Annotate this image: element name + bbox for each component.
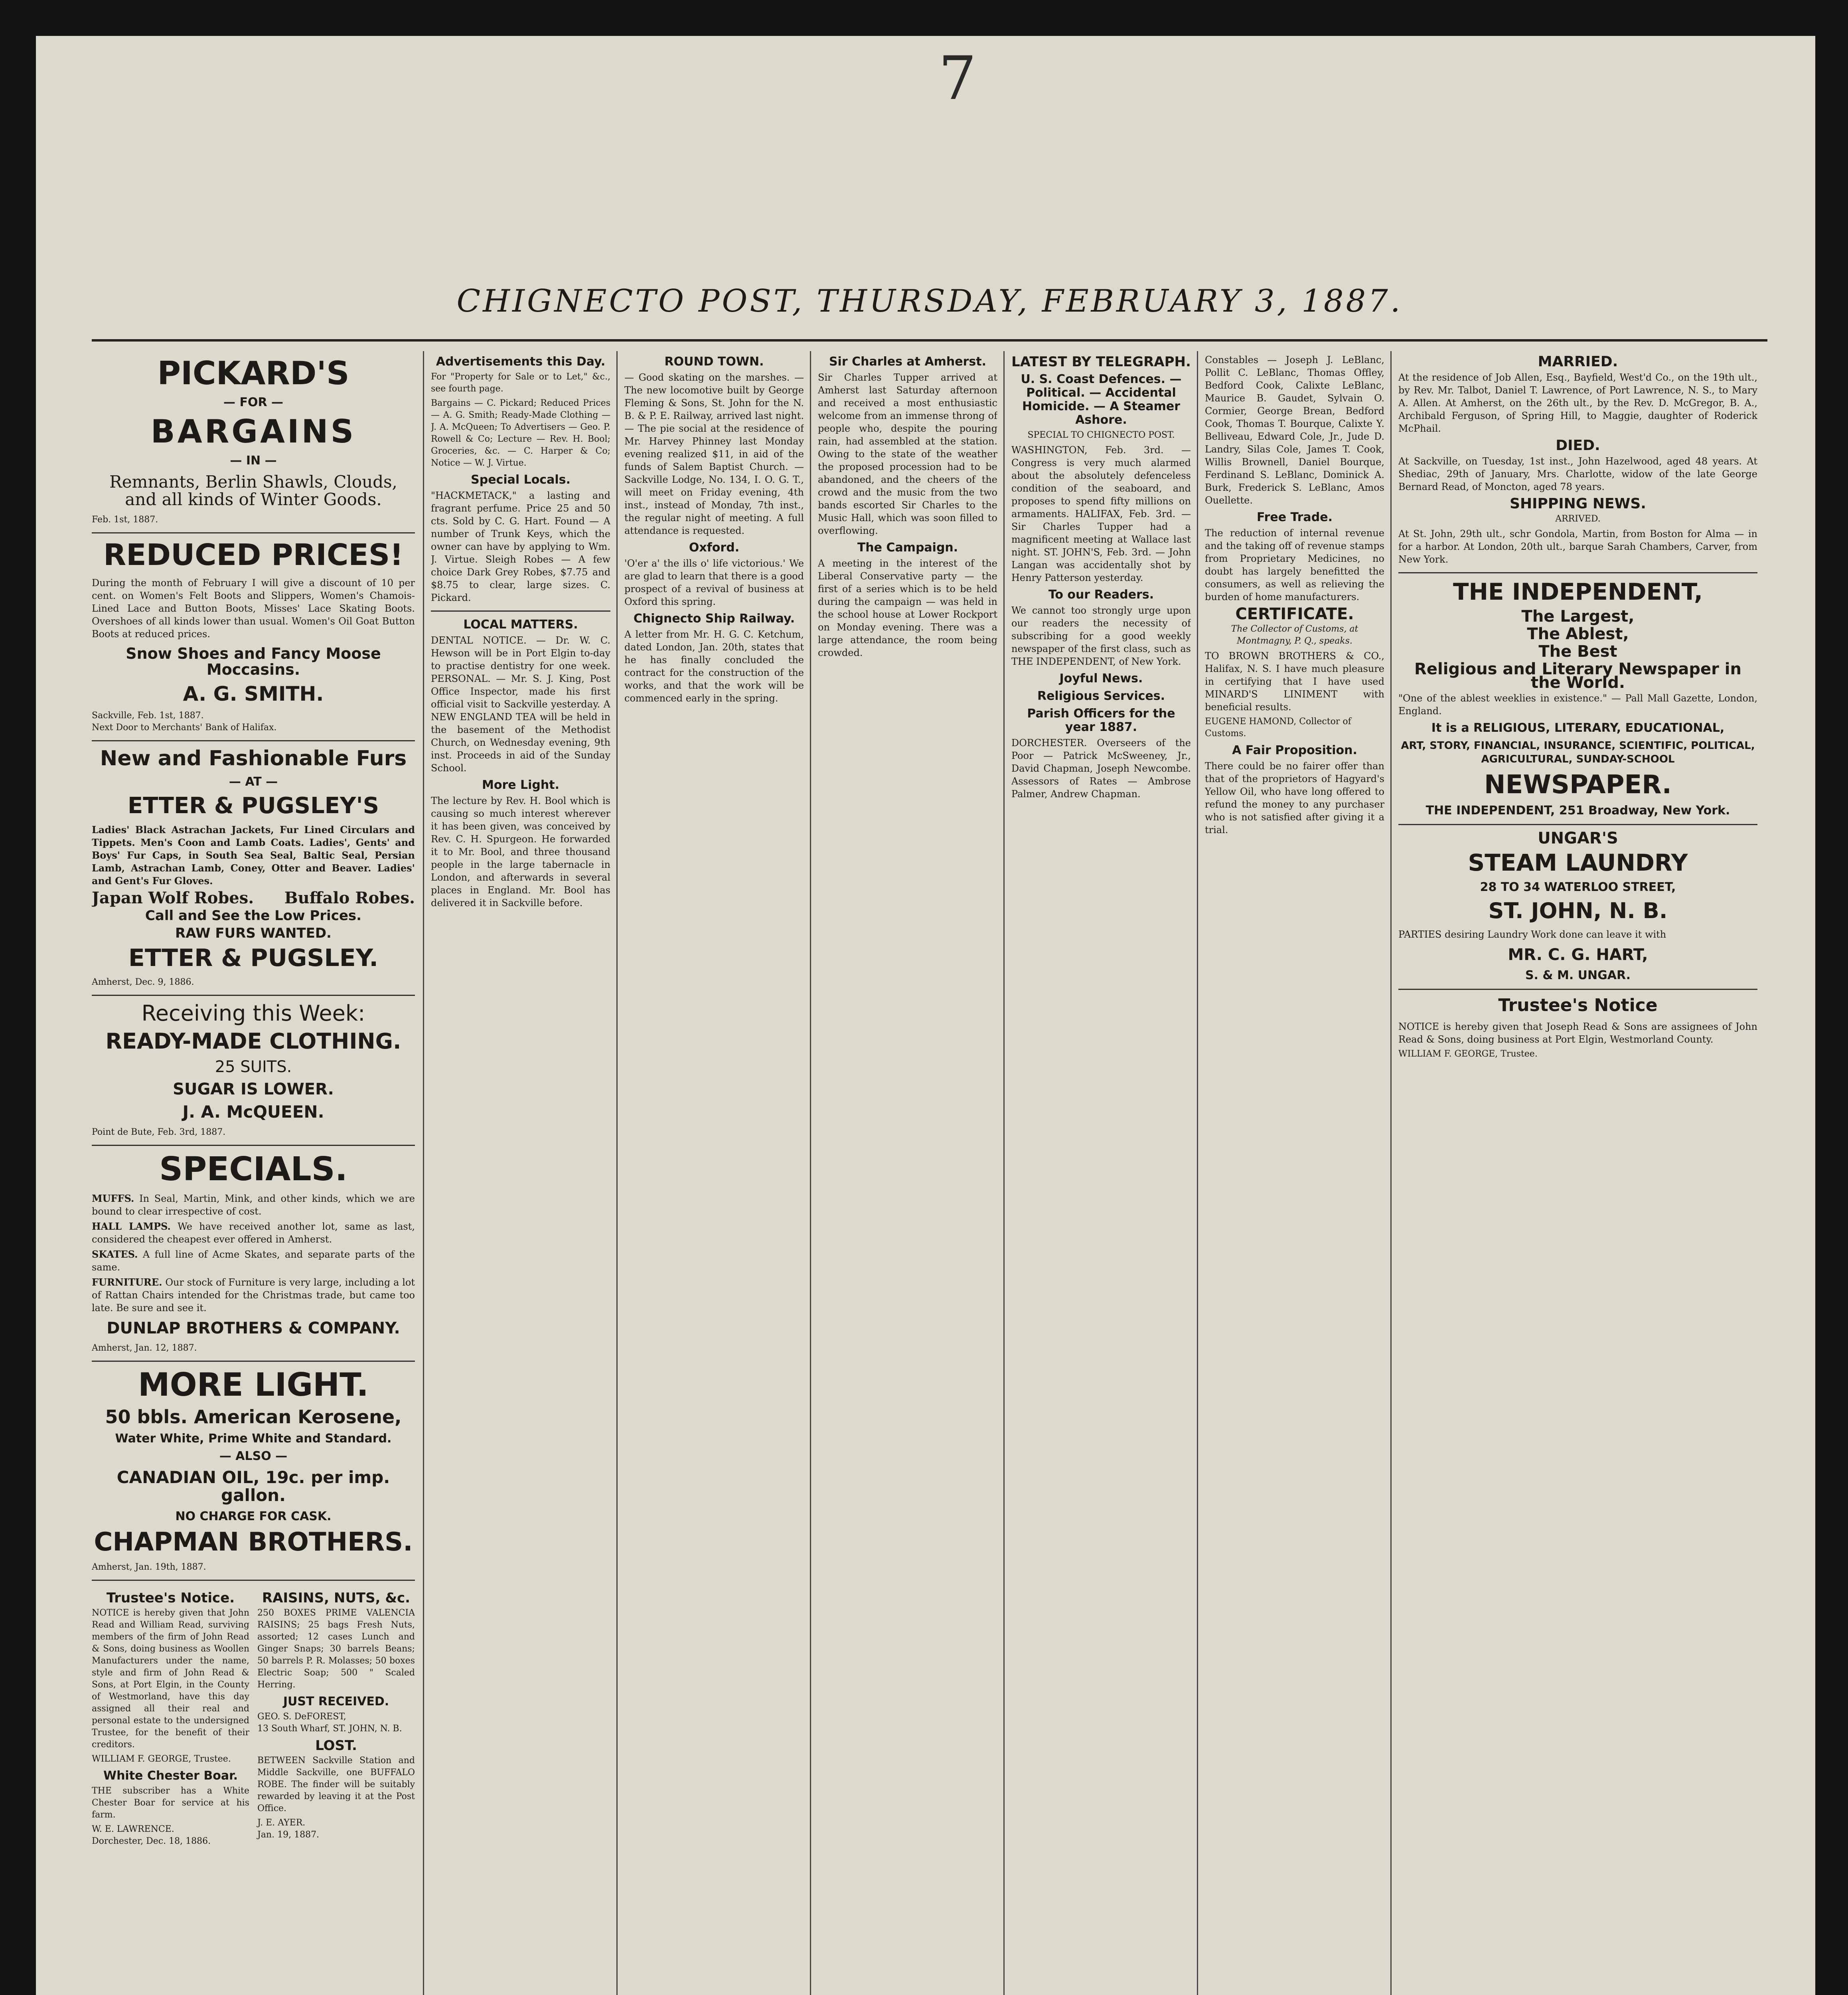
oxford-title: Oxford. — [689, 541, 740, 555]
readers-body: We cannot too strongly urge upon our readers the necessity of subscribing for a good weekly newspaper of the first class, such as THE INDEPENDENT, of New York. — [1011, 605, 1191, 667]
snowshoes-title: Snow Shoes and Fancy Moose Moccasins. — [126, 644, 381, 678]
lost-date: Jan. 19, 1887. — [257, 1829, 320, 1840]
column-4 — [818, 351, 997, 1995]
special-locals-title: Special Locals. — [471, 473, 571, 487]
buffalo-robes: Buffalo Robes. — [284, 888, 415, 907]
chapman-name: CHAPMAN BROTHERS. — [94, 1527, 413, 1557]
telegraph-title: LATEST BY TELEGRAPH. — [1011, 354, 1191, 370]
raisins-body: 250 BOXES PRIME VALENCIA RAISINS; 25 bags Fresh Nuts, assorted; 12 cases Lunch and Ginger Snaps; 30 barrels Beans; 50 barrels P. R. Molasses; 50 boxes Electric Soap; 500 " Scaled Herring. — [257, 1608, 415, 1690]
raisins-ad — [257, 1587, 415, 1847]
lost-body: BETWEEN Sackville Station and Middle Sackville, one BUFFALO ROBE. The finder will be suitably rewarded by leaving it at the Post Office. — [257, 1755, 415, 1813]
furs-title: New and Fashionable Furs — [100, 747, 407, 771]
pickard-bargains: BARGAINS — [150, 413, 356, 450]
joyful-news-title: Joyful News. — [1059, 672, 1143, 685]
divider — [92, 1361, 415, 1362]
dunlap-name: DUNLAP BROTHERS & COMPANY. — [107, 1319, 400, 1338]
campaign-title: The Campaign. — [857, 541, 958, 555]
married-title: MARRIED. — [1538, 354, 1618, 370]
trustee-ad — [92, 1587, 249, 1847]
robes-row — [92, 888, 415, 907]
skates-entry — [92, 1248, 415, 1274]
japan-wolf-robes: Japan Wolf Robes. — [92, 888, 254, 907]
independent-tagline: Religious and Literary Newspaper in the World. — [1414, 660, 1741, 692]
pickard-title: PICKARD'S — [157, 355, 349, 392]
trustee-signature: WILLIAM F. GEORGE, Trustee. — [92, 1754, 231, 1764]
divider — [431, 610, 610, 612]
raisins-just-received: JUST RECEIVED. — [283, 1694, 389, 1709]
mcqueen-date: Point de Bute, Feb. 3rd, 1887. — [92, 1127, 226, 1138]
lamps-label: HALL LAMPS. — [92, 1221, 171, 1233]
raw-furs: RAW FURS WANTED. — [175, 925, 332, 941]
independent-newspaper: NEWSPAPER. — [1484, 770, 1672, 800]
receiving-title: Receiving this Week: — [141, 1000, 365, 1026]
shipping-arrived: ARRIVED. — [1555, 514, 1601, 524]
more-light-article-body: The lecture by Rev. H. Bool which is causing so much interest wherever it has been given, was conceived by Rev. C. H. Spurgeon. He forwarded it to Mr. Bool, and three thousand people in the large tabernacle in London, and afterwards in several places in England. Mr. Bool has delivered it in Sackville before. — [431, 795, 610, 909]
advertisements-note: For "Property for Sale or to Let," &c., see fourth page. — [431, 372, 610, 394]
certificate-subtitle: The Collector of Customs, at Montmagny, P. Q., speaks. — [1231, 624, 1358, 646]
column-2 — [431, 351, 610, 1995]
muffs-entry — [92, 1192, 415, 1218]
divider — [1398, 989, 1757, 990]
muffs-text: In Seal, Martin, Mink, and other kinds, which we are bound to clear irrespective of cost. — [92, 1193, 415, 1217]
laundry-city: ST. JOHN, N. B. — [1488, 898, 1668, 923]
divider — [1398, 824, 1757, 825]
muffs-label: MUFFS. — [92, 1193, 134, 1205]
certificate-title: CERTIFICATE. — [1235, 605, 1354, 623]
oxford-body: 'O'er a' the ills o' life victorious.' We are glad to learn that there is a good prospect of a revival of business at Oxford this spring. — [624, 558, 804, 607]
etter-pugsley-sig: ETTER & PUGSLEY. — [128, 944, 379, 972]
more-light-article-title: More Light. — [482, 778, 560, 792]
independent-address: THE INDEPENDENT, 251 Broadway, New York. — [1425, 804, 1730, 818]
chapman-date: Amherst, Jan. 19th, 1887. — [92, 1562, 206, 1572]
deforest-name: GEO. S. DeFOREST, — [257, 1711, 346, 1722]
fair-proposition-body: There could be no fairer offer than that of the proprietors of Hagyard's Yellow Oil, who have long offered to refund the money to any purchaser who is not satisfied after giving it a trial. — [1205, 760, 1384, 836]
raisins-title: RAISINS, NUTS, &c. — [262, 1590, 411, 1606]
advertisements-title: Advertisements this Day. — [436, 355, 606, 369]
free-trade-body: The reduction of internal revenue and the taking off of revenue stamps from Proprietary Medicines, no doubt has largely benefitted the consumers, as well as relieving the burden of home manufacturers. — [1205, 527, 1384, 602]
independent-categories: ART, STORY, FINANCIAL, INSURANCE, SCIENTIFIC, POLITICAL, AGRICULTURAL, SUNDAY-SCHOOL — [1401, 739, 1755, 765]
divider — [92, 532, 415, 533]
no-charge-line: NO CHARGE FOR CASK. — [175, 1509, 332, 1523]
special-locals-body: "HACKMETACK," a lasting and fragrant perfume. Price 25 and 50 cts. Sold by C. G. Hart. Found — A number of Trunk Keys, which the owner can have by applying to Wm. J. Virtue. Sleigh Robes — A few choice Dark Grey Robes, $7.75 and $8.75 to clear, large sizes. C. Pickard. — [431, 490, 610, 603]
furs-call: Call and See the Low Prices. — [145, 907, 362, 924]
pickard-in: — IN — — [230, 454, 277, 468]
smith-address: Next Door to Merchants' Bank of Halifax. — [92, 723, 277, 733]
dunlap-date: Amherst, Jan. 12, 1887. — [92, 1343, 197, 1353]
independent-title: THE INDEPENDENT, — [1453, 578, 1703, 605]
trustee-notice-title: Trustee's Notice — [1498, 995, 1658, 1015]
parish-officers-body: DORCHESTER. Overseers of the Poor — Patrick McSweeney, Jr., David Chapman, Joseph Newcombe. Assessors of Rates — Ambrose Palmer, Andrew Chapman. — [1011, 737, 1191, 800]
pickard-date: Feb. 1st, 1887. — [92, 515, 158, 525]
telegraph-subtitle: U. S. Coast Defences. — Political. — Accidental Homicide. — A Steamer Ashore. — [1021, 372, 1182, 427]
column-rule — [1390, 351, 1392, 1995]
divider — [92, 740, 415, 741]
certificate-signature: EUGENE HAMOND, Collector of Customs. — [1205, 717, 1351, 739]
religious-services-title: Religious Services. — [1037, 689, 1165, 703]
skates-text: A full line of Acme Skates, and separate parts of the same. — [92, 1249, 415, 1273]
column-rule — [810, 351, 811, 1995]
deforest-address: 13 South Wharf, ST. JOHN, N. B. — [257, 1723, 402, 1734]
died-body: At Sackville, on Tuesday, 1st inst., John Hazelwood, aged 48 years. At Shediac, 29th of January, Mrs. Charlotte, widow of the late George Bernard Read, of Moncton, aged 78 years. — [1398, 456, 1757, 492]
canadian-oil-line: CANADIAN OIL, 19c. per imp. gallon. — [116, 1468, 390, 1505]
boar-signature: W. E. LAWRENCE. — [92, 1824, 174, 1834]
etter-pugsley-title: ETTER & PUGSLEY'S — [128, 792, 379, 819]
laundry-agent: MR. C. G. HART, — [1508, 945, 1648, 964]
kerosene-also: — ALSO — — [219, 1449, 288, 1464]
furs-body: Ladies' Black Astrachan Jackets, Fur Lined Circulars and Tippets. Men's Coon and Lamb Coats. Ladies', Gents' and Boys' Fur Caps, in South Sea Seal, Baltic Seal, Persian Lamb, Astrachan Lamb, Coney, Otter and Beaver. Ladies' and Gent's Fur Gloves. — [92, 824, 415, 887]
masthead-rule — [92, 339, 1767, 342]
column-rule — [1003, 351, 1005, 1995]
laundry-body: PARTIES desiring Laundry Work done can leave it with — [1398, 928, 1666, 940]
kerosene-line: 50 bbls. American Kerosene, — [105, 1406, 402, 1428]
column-rule — [423, 351, 424, 1995]
specials-title: SPECIALS. — [159, 1150, 347, 1189]
newspaper-page — [36, 36, 1815, 1995]
furniture-label: FURNITURE. — [92, 1276, 162, 1288]
independent-quote: "One of the ablest weeklies in existence." — Pall Mall Gazette, London, England. — [1398, 692, 1757, 717]
independent-ablest: The Ablest, — [1527, 624, 1629, 643]
furs-date: Amherst, Dec. 9, 1886. — [92, 977, 194, 987]
sir-charles-title: Sir Charles at Amherst. — [829, 355, 987, 369]
column-rule — [1197, 351, 1198, 1995]
furniture-text: Our stock of Furniture is very large, including a lot of Rattan Chairs intended for the Christmas trade, but came too late. Be sure and see it. — [92, 1277, 415, 1314]
laundry-address: 28 TO 34 WATERLOO STREET, — [1480, 880, 1676, 894]
lamps-text: We have received another lot, same as last, considered the cheapest ever offered in Amherst. — [92, 1221, 415, 1245]
kerosene-grades: Water White, Prime White and Standard. — [115, 1432, 392, 1446]
column-ads — [92, 351, 415, 1995]
column-6 — [1205, 351, 1384, 1995]
sugar-line: SUGAR IS LOWER. — [173, 1080, 334, 1098]
trustee-notice-signature: WILLIAM F. GEORGE, Trustee. — [1398, 1049, 1538, 1059]
boar-date: Dorchester, Dec. 18, 1886. — [92, 1836, 211, 1846]
column-5 — [1011, 351, 1191, 1995]
independent-religious: It is a RELIGIOUS, LITERARY, EDUCATIONAL, — [1431, 721, 1725, 735]
married-body: At the residence of Job Allen, Esq., Bayfield, West'd Co., on the 19th ult., by Rev. Mr. Talbot, Daniel T. Lawrence, of Port Lawrence, N. S., to Mary A. Allen. At Amherst, on the 26th ult., by the Rev. D. McGregor, B. A., Archibald Ferguson, of Spring Hill, to Maggie, daughter of Roderick McPhail. — [1398, 372, 1757, 434]
independent-largest: The Largest, — [1521, 607, 1635, 626]
certificate-body: TO BROWN BROTHERS & CO., Halifax, N. S. I have much pleasure in certifying that I have used MINARD'S LINIMENT with beneficial results. — [1205, 650, 1384, 713]
skates-label: SKATES. — [92, 1248, 138, 1260]
trustee-body: NOTICE is hereby given that John Read and William Read, surviving members of the firm of John Read & Sons, doing business as Woollen Manufacturers under the name, style and firm of John Read & Sons, at Port Elgin, in the County of Westmorland, have this day assigned all their real and personal estate to the undersigned Trustee, for the benefit of their creditors. — [92, 1608, 249, 1750]
died-title: DIED. — [1556, 437, 1600, 454]
smith-date: Sackville, Feb. 1st, 1887. — [92, 711, 204, 721]
parish-officers-title: Parish Officers for the year 1887. — [1027, 707, 1175, 734]
page-folio: 7 — [938, 44, 977, 113]
campaign-body: A meeting in the interest of the Liberal Conservative party — the first of a series which is to be held during the campaign — was held in the school house at Lower Rockport on Monday evening. There was a large attendance, the room being crowded. — [818, 558, 997, 658]
round-town-body: — Good skating on the marshes. — The new locomotive built by George Fleming & Sons, St. John for the N. B. & P. E. Railway, arrived last night. — The pie social at the residence of Mr. Harvey Phinney last Monday evening realized $11, in aid of the funds of Salem Baptist Church. — Sackville Lodge, No. 134, I. O. G. T., will meet on Friday evening, 4th inst., instead of Monday, 7th inst., the regular night of meeting. A full attendance is requested. — [624, 372, 804, 536]
shipping-news-title: SHIPPING NEWS. — [1510, 496, 1646, 512]
divider — [1398, 572, 1757, 573]
lost-signature: J. E. AYER. — [257, 1817, 306, 1828]
divider — [92, 995, 415, 996]
reduced-prices-body: During the month of February I will give a discount of 10 per cent. on Women's Felt Boots and Slippers, Women's Chamois-Lined Lace and Button Boots, Misses' Lace Skating Boots. Overshoes of all kinds lower than usual. Women's Oil Goat Button Boots at reduced prices. — [92, 577, 415, 640]
furs-at: — AT — — [229, 774, 278, 789]
suits-line: 25 SUITS. — [215, 1057, 292, 1076]
bottom-ads-row — [92, 1587, 415, 1847]
constables-body: Constables — Joseph J. LeBlanc, Pollit C. LeBlanc, Thomas Offley, Bedford Cook, Calixte LeBlanc, Maurice B. Gaudet, Sylvain O. Cormier, George Brean, Bedford Cook, Thomas T. Bourque, Calixte Y. Belliveau, Edward Cole, Jr., Jude D. Landry, Silas Cole, James T. Cook, Willis Brownell, Daniel Bourque, Ferdinand S. LeBlanc, Dominick A. Burk, Frederick S. LeBlanc, Amos Ouellette. — [1205, 354, 1384, 506]
boar-title: White Chester Boar. — [103, 1768, 238, 1783]
ship-railway-title: Chignecto Ship Railway. — [633, 612, 795, 626]
laundry-firm: S. & M. UNGAR. — [1525, 968, 1631, 982]
furniture-entry — [92, 1276, 415, 1314]
laundry-owner: UNGAR'S — [1538, 829, 1618, 848]
column-rule — [616, 351, 618, 1995]
lost-title: LOST. — [315, 1737, 357, 1754]
mcqueen-name: J. A. McQUEEN. — [182, 1102, 324, 1122]
advertisements-list: Bargains — C. Pickard; Reduced Prices — A. G. Smith; Ready-Made Clothing — J. A. McQueen; To Advertisers — Geo. P. Rowell & Co; Lecture — Rev. H. Bool; Groceries, &c. — C. Harper & Co; Notice — W. J. Virtue. — [431, 398, 610, 468]
reduced-prices-title: REDUCED PRICES! — [103, 538, 403, 573]
fair-proposition-title: A Fair Proposition. — [1232, 743, 1357, 757]
divider — [92, 1580, 415, 1581]
column-7 — [1398, 351, 1757, 1995]
pickard-body: Remnants, Berlin Shawls, Clouds, and all kinds of Winter Goods. — [109, 472, 397, 510]
ship-railway-body: A letter from Mr. H. G. C. Ketchum, dated London, Jan. 20th, states that he has finally concluded the contract for the construction of the works, and that the work will be commenced early in the spring. — [624, 629, 804, 704]
round-town-title: ROUND TOWN. — [664, 355, 764, 369]
boar-body: THE subscriber has a White Chester Boar for service at his farm. — [92, 1786, 249, 1820]
trustee-title: Trustee's Notice. — [106, 1590, 235, 1606]
pickard-for: — FOR — — [223, 395, 283, 409]
column-3 — [624, 351, 804, 1995]
free-trade-title: Free Trade. — [1257, 510, 1333, 524]
telegraph-body: WASHINGTON, Feb. 3rd. — Congress is very much alarmed about the absolutely defenceless condition of the seaboard, and proposes to spend fifty millions on armaments. HALIFAX, Feb. 3rd. — Sir Charles Tupper had a magnificent meeting at Wallace last night. ST. JOHN'S, Feb. 3rd. — John Langan was accidentally shot by Henry Patterson yesterday. — [1011, 444, 1191, 583]
shipping-news-body: At St. John, 29th ult., schr Gondola, Martin, from Boston for Alma — in for a harbor. At London, 20th ult., barque Sarah Chambers, Carver, from New York. — [1398, 528, 1757, 565]
trustee-notice-body: NOTICE is hereby given that Joseph Read & Sons are assignees of John Read & Sons, doing business at Port Elgin, Westmorland County. — [1398, 1021, 1757, 1045]
local-matters-title: LOCAL MATTERS. — [463, 618, 578, 632]
local-matters-body: DENTAL NOTICE. — Dr. W. C. Hewson will be in Port Elgin to-day to practise dentistry for one week. PERSONAL. — Mr. S. J. King, Post Office Inspector, made his first official visit to Sackville yesterday. A NEW ENGLAND TEA will be held in the basement of the Methodist Church, on Wednesday evening, 9th inst. Proceeds in aid of the Sunday School. — [431, 635, 610, 774]
laundry-title: STEAM LAUNDRY — [1468, 849, 1688, 877]
clothing-line: READY-MADE CLOTHING. — [105, 1029, 401, 1054]
telegraph-special: SPECIAL TO CHIGNECTO POST. — [1027, 430, 1175, 440]
lamps-entry — [92, 1220, 415, 1246]
independent-best: The Best — [1538, 642, 1617, 661]
more-light-title: MORE LIGHT. — [138, 1366, 369, 1404]
masthead: CHIGNECTO POST, THURSDAY, FEBRUARY 3, 1887. — [456, 283, 1403, 319]
sir-charles-body: Sir Charles Tupper arrived at Amherst last Saturday afternoon and received a most enthusiastic welcome from an immense throng of people who, despite the pouring rain, had assembled at the station. Owing to the state of the weather the proposed procession had to be abandoned, and the cheers of the crowd and the music from the two bands escorted Sir Charles to the Music Hall, which was soon filled to overflowing. — [818, 372, 997, 536]
readers-title: To our Readers. — [1048, 588, 1154, 602]
divider — [92, 1145, 415, 1146]
smith-name: A. G. SMITH. — [183, 682, 324, 705]
